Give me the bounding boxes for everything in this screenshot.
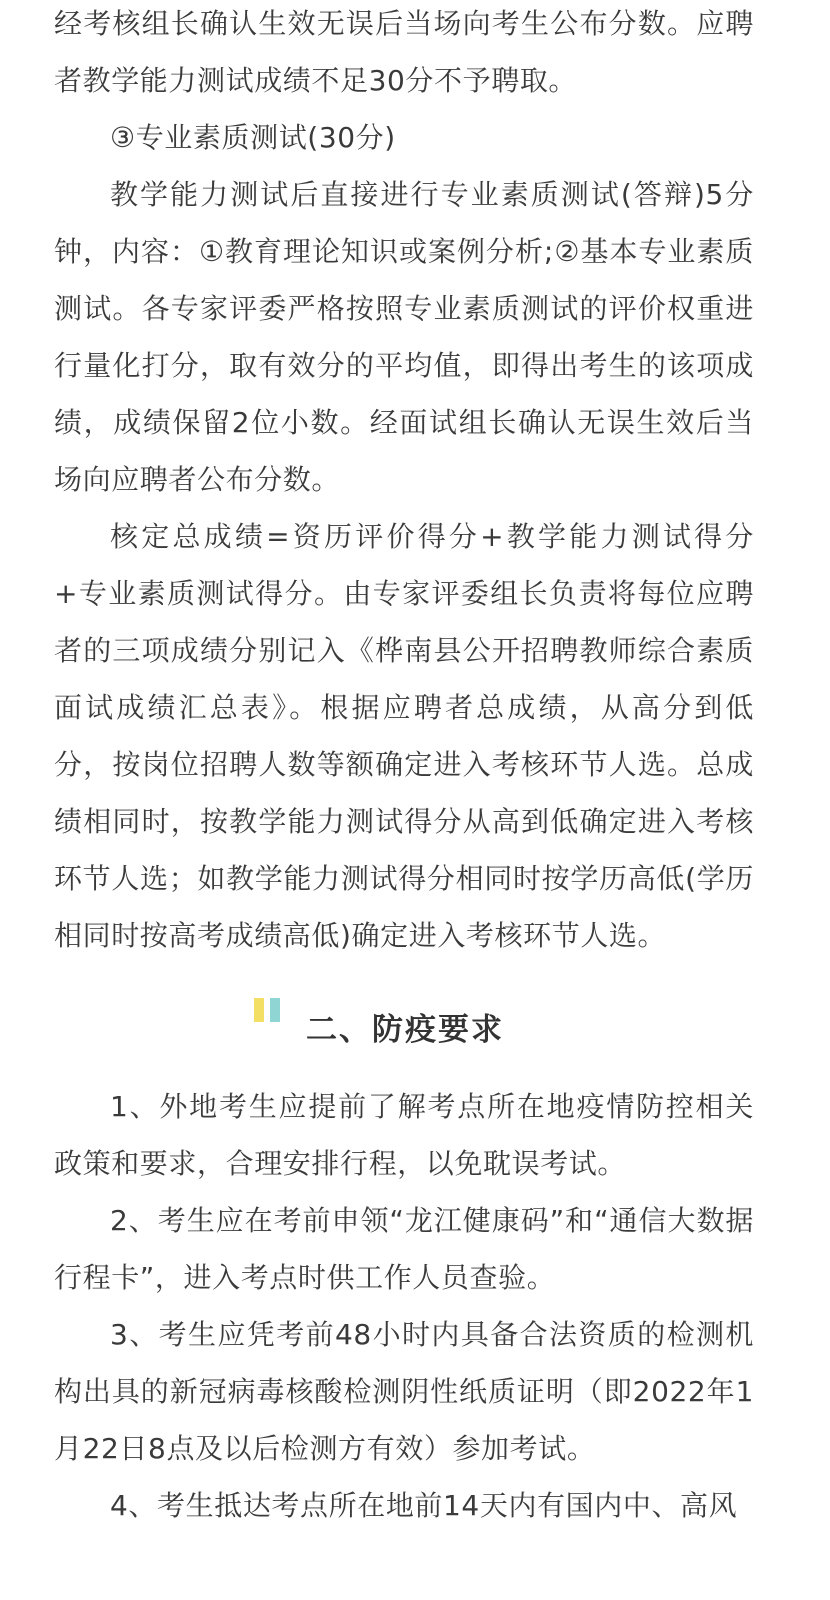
paragraph-epidemic-item-1: 1、外地考生应提前了解考点所在地疫情防控相关政策和要求，合理安排行程，以免耽误考试。 [54,1090,754,1180]
paragraph-epidemic-item-4: 4、考生抵达考点所在地前14天内有国内中、高风 [110,1489,738,1522]
section-heading [54,964,754,1072]
section-title: 二、防疫要求 [306,1012,504,1048]
paragraph-professional-test-details: 教学能力测试后直接进行专业素质测试(答辩)5分钟，内容：①教育理论知识或案例分析;②基本专业素质测试。各专家评委严格按照专业素质测试的评价权重进行量化打分，取有效分的平均值，即得出考生的该项成绩，成绩保留2位小数。经面试组长确认无误生效后当场向应聘者公布分数。 [54,178,754,496]
paragraph-epidemic-item-2: 2、考生应在考前申领“龙江健康码”和“通信大数据行程卡”，进入考点时供工作人员查验。 [54,1204,754,1294]
paragraph-score-announcement: 经考核组长确认生效无误后当场向考生公布分数。应聘者教学能力测试成绩不足30分不予聘取。 [54,7,754,97]
article-content [54,0,754,1534]
paragraph-total-score: 核定总成绩=资历评价得分+教学能力测试得分+专业素质测试得分。由专家评委组长负责将每位应聘者的三项成绩分别记入《桦南县公开招聘教师综合素质面试成绩汇总表》。根据应聘者总成绩，从高分到低分，按岗位招聘人数等额确定进入考核环节人选。总成绩相同时，按教学能力测试得分从高到低确定进入考核环节人选；如教学能力测试得分相同时按学历高低(学历相同时按高考成绩高低)确定进入考核环节人选。 [54,520,754,952]
paragraph-subheading-professional-test: ③专业素质测试(30分) [110,121,396,154]
paragraph-epidemic-item-3: 3、考生应凭考前48小时内具备合法资质的检测机构出具的新冠病毒核酸检测阴性纸质证明（即2022年1月22日8点及以后检测方有效）参加考试。 [54,1318,754,1465]
heading-decoration-icon [254,998,284,1022]
